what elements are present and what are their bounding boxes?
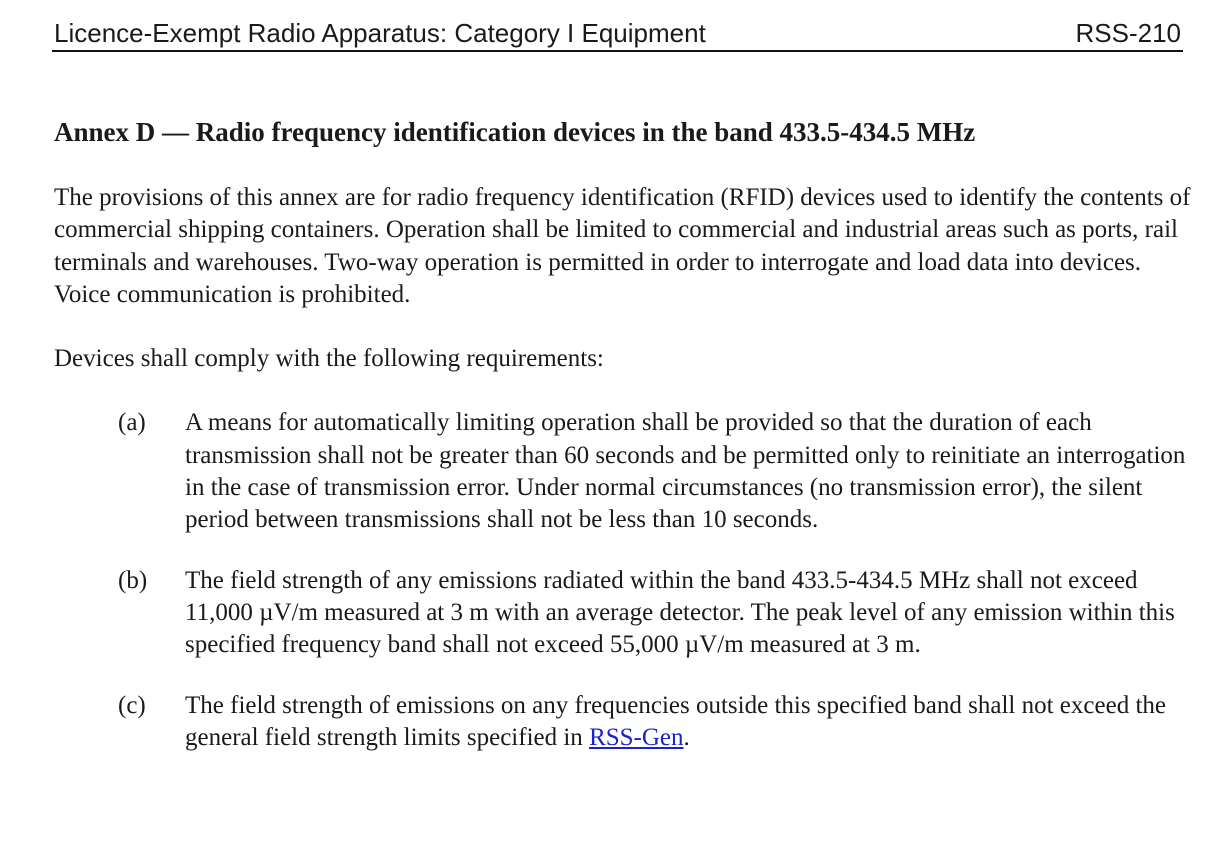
item-text: A means for automatically limiting operation shall be provided so that the duration of each transmission shall not be greater than 60 seconds and be permitted only to reinitiate an interrogation in the case of transmission error. Under normal circumstances (no transmission error), the silent period between transmissions shall not be less than 10 seconds. bbox=[185, 409, 1186, 534]
document-title: Licence-Exempt Radio Apparatus: Category I Equipment bbox=[54, 18, 706, 48]
item-text bbox=[185, 692, 1166, 751]
document-body bbox=[54, 114, 1199, 754]
requirement-item-b bbox=[54, 565, 1199, 662]
annex-heading: Annex D — Radio frequency identification devices in the band 433.5-434.5 MHz bbox=[54, 117, 976, 147]
item-label: (a) bbox=[118, 409, 146, 437]
document-id: RSS-210 bbox=[1075, 18, 1181, 48]
item-text-after: . bbox=[683, 723, 690, 751]
page-header bbox=[52, 16, 1183, 52]
rss-gen-link[interactable]: RSS-Gen bbox=[589, 723, 684, 751]
requirement-item-a bbox=[54, 407, 1199, 536]
item-label: (c) bbox=[118, 691, 146, 719]
intro-paragraph: The provisions of this annex are for radio frequency identification (RFID) devices used to identify the contents of commercial shipping containers. Operation shall be limited to commercial and industrial areas such as ports, rail terminals and warehouses. Two-way operation is permitted in order to interrogate and load data into devices. Voice communication is prohibited. bbox=[54, 184, 1191, 308]
requirements-lead: Devices shall comply with the following requirements: bbox=[54, 345, 604, 373]
item-text: The field strength of any emissions radiated within the band 433.5-434.5 MHz shall not exceed 11,000 µV/m measured at 3 m with an average detector. The peak level of any emission within this specified frequency band shall not exceed 55,000 µV/m measured at 3 m. bbox=[185, 566, 1175, 659]
requirement-item-c bbox=[54, 690, 1199, 755]
item-text-before: The field strength of emissions on any frequencies outside this specified band shall not exceed the general field strength limits specified in bbox=[185, 691, 1166, 751]
item-label: (b) bbox=[118, 566, 148, 594]
